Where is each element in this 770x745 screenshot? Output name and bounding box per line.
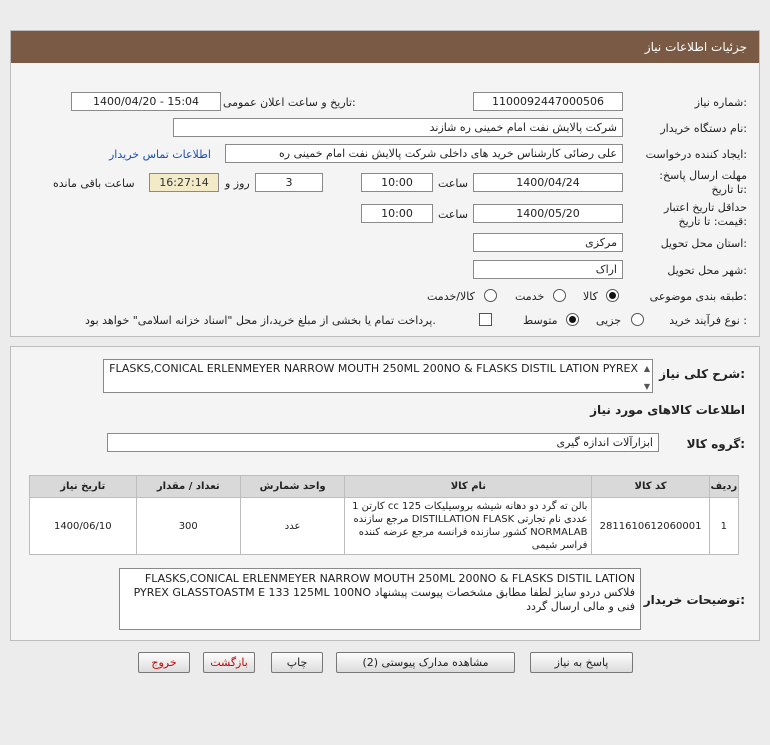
category-label: طبقه بندی موضوعی: xyxy=(649,290,747,303)
category-both-radio[interactable] xyxy=(484,289,497,302)
exit-button[interactable]: خروج xyxy=(138,652,190,673)
process-label: نوع فرآیند خرید : xyxy=(669,314,747,327)
creator-label: ایجاد کننده درخواست: xyxy=(645,148,747,161)
buyer-notes-text: FLASKS,CONICAL ERLENMEYER NARROW MOUTH 250ML 200NO & FLASKS DISTIL LATION PYREX GLASSTOASTM E 133 125ML 100NO فلاکس دردو سایز لطفا مطابق مشخصات پیوست پیشنهاد فنی و مالی ارسال گردد xyxy=(133,572,635,613)
process-minor-radio[interactable] xyxy=(631,313,644,326)
col-date: تاریخ نیاز xyxy=(30,476,137,498)
creator-field: علی رضائی کارشناس خرید های داخلی شرکت پالایش نفت امام خمینی ره xyxy=(225,144,623,163)
cell-row: 1 xyxy=(709,498,738,555)
payment-note: پرداخت تمام یا بخشی از مبلغ خرید،از محل "اسناد خزانه اسلامی" خواهد بود. xyxy=(85,314,436,327)
reply-time-label: ساعت xyxy=(438,177,468,190)
col-code: کد کالا xyxy=(592,476,709,498)
col-name: نام کالا xyxy=(345,476,592,498)
summary-textarea[interactable] xyxy=(103,359,653,393)
remaining-label: ساعت باقی مانده xyxy=(53,177,135,190)
category-goods-label: کالا xyxy=(583,290,598,303)
city-label: شهر محل تحویل: xyxy=(667,264,747,277)
reply-time-field: 10:00 xyxy=(361,173,433,192)
summary-text: FLASKS,CONICAL ERLENMEYER NARROW MOUTH 250ML 200NO & FLASKS DISTIL LATION PYREX xyxy=(109,362,638,375)
print-button[interactable]: چاپ xyxy=(271,652,323,673)
announce-field: 1400/04/20 - 15:04 xyxy=(71,92,221,111)
col-qty: تعداد / مقدار xyxy=(136,476,240,498)
process-medium-radio[interactable] xyxy=(566,313,579,326)
view-attachments-button[interactable]: مشاهده مدارک پیوستی (2) xyxy=(336,652,515,673)
need-number-label: شماره نیاز: xyxy=(694,96,747,109)
reply-deadline-label: مهلت ارسال پاسخ: تا تاریخ: xyxy=(659,169,747,196)
table-row xyxy=(30,498,739,555)
cell-unit: عدد xyxy=(240,498,344,555)
validity-label: حداقل تاریخ اعتبار قیمت: تا تاریخ: xyxy=(663,201,747,228)
goods-info-heading: اطلاعات کالاهای مورد نیاز xyxy=(590,403,745,417)
cell-code: 2811610612060001 xyxy=(592,498,709,555)
col-row: ردیف xyxy=(709,476,738,498)
need-details-panel xyxy=(10,30,760,337)
buyer-org-label: نام دستگاه خریدار: xyxy=(660,122,747,135)
validity-date-field: 1400/05/20 xyxy=(473,204,623,223)
back-button[interactable]: بازگشت xyxy=(203,652,255,673)
cell-date: 1400/06/10 xyxy=(30,498,137,555)
days-label: روز و xyxy=(225,177,250,190)
page-title: جزئیات اطلاعات نیاز xyxy=(644,40,747,54)
remaining-time-field: 16:27:14 xyxy=(149,173,219,192)
summary-label: شرح کلی نیاز: xyxy=(659,367,745,381)
province-label: استان محل تحویل: xyxy=(660,237,747,250)
process-minor-label: جزیی xyxy=(596,314,622,327)
cell-qty: 300 xyxy=(136,498,240,555)
goods-table xyxy=(29,475,739,555)
category-goods-radio[interactable] xyxy=(606,289,619,302)
buyer-notes-box xyxy=(119,568,641,630)
category-both-label: کالا/خدمت xyxy=(427,290,475,303)
process-medium-label: متوسط xyxy=(523,314,558,327)
need-number-field: 1100092447000506 xyxy=(473,92,623,111)
city-field: اراک xyxy=(473,260,623,279)
validity-time-field: 10:00 xyxy=(361,204,433,223)
buyer-notes-label: توضیحات خریدار: xyxy=(643,593,745,607)
reply-date-field: 1400/04/24 xyxy=(473,173,623,192)
details-panel xyxy=(10,346,760,641)
scroll-down-icon[interactable]: ▼ xyxy=(643,382,650,391)
category-service-radio[interactable] xyxy=(553,289,566,302)
scroll-up-icon[interactable]: ▲ xyxy=(643,364,650,373)
validity-time-label: ساعت xyxy=(438,208,468,221)
buyer-contact-link[interactable]: اطلاعات تماس خریدار xyxy=(109,148,211,161)
days-field: 3 xyxy=(255,173,323,192)
announce-label: تاریخ و ساعت اعلان عمومی: xyxy=(223,96,356,109)
col-unit: واحد شمارش xyxy=(240,476,344,498)
buyer-org-field: شرکت پالایش نفت امام خمینی ره شازند xyxy=(173,118,623,137)
category-service-label: خدمت xyxy=(515,290,545,303)
province-field: مرکزی xyxy=(473,233,623,252)
table-header-row xyxy=(30,476,739,498)
cell-name: بالن ته گرد دو دهانه شیشه بروسیلیکات cc 125 کارتن 1 عددی نام تجارتی DISTILLATION FLASK مرجع سازنده NORMALAB کشور سازنده فرانسه مرجع عرضه کننده فراسر شیمی xyxy=(345,498,592,555)
reply-button[interactable]: پاسخ به نیاز xyxy=(530,652,633,673)
goods-group-label: گروه کالا: xyxy=(686,437,745,451)
header-bar xyxy=(11,31,759,63)
goods-group-field: ابزارآلات اندازه گیری xyxy=(107,433,659,452)
treasury-checkbox[interactable] xyxy=(479,313,492,326)
